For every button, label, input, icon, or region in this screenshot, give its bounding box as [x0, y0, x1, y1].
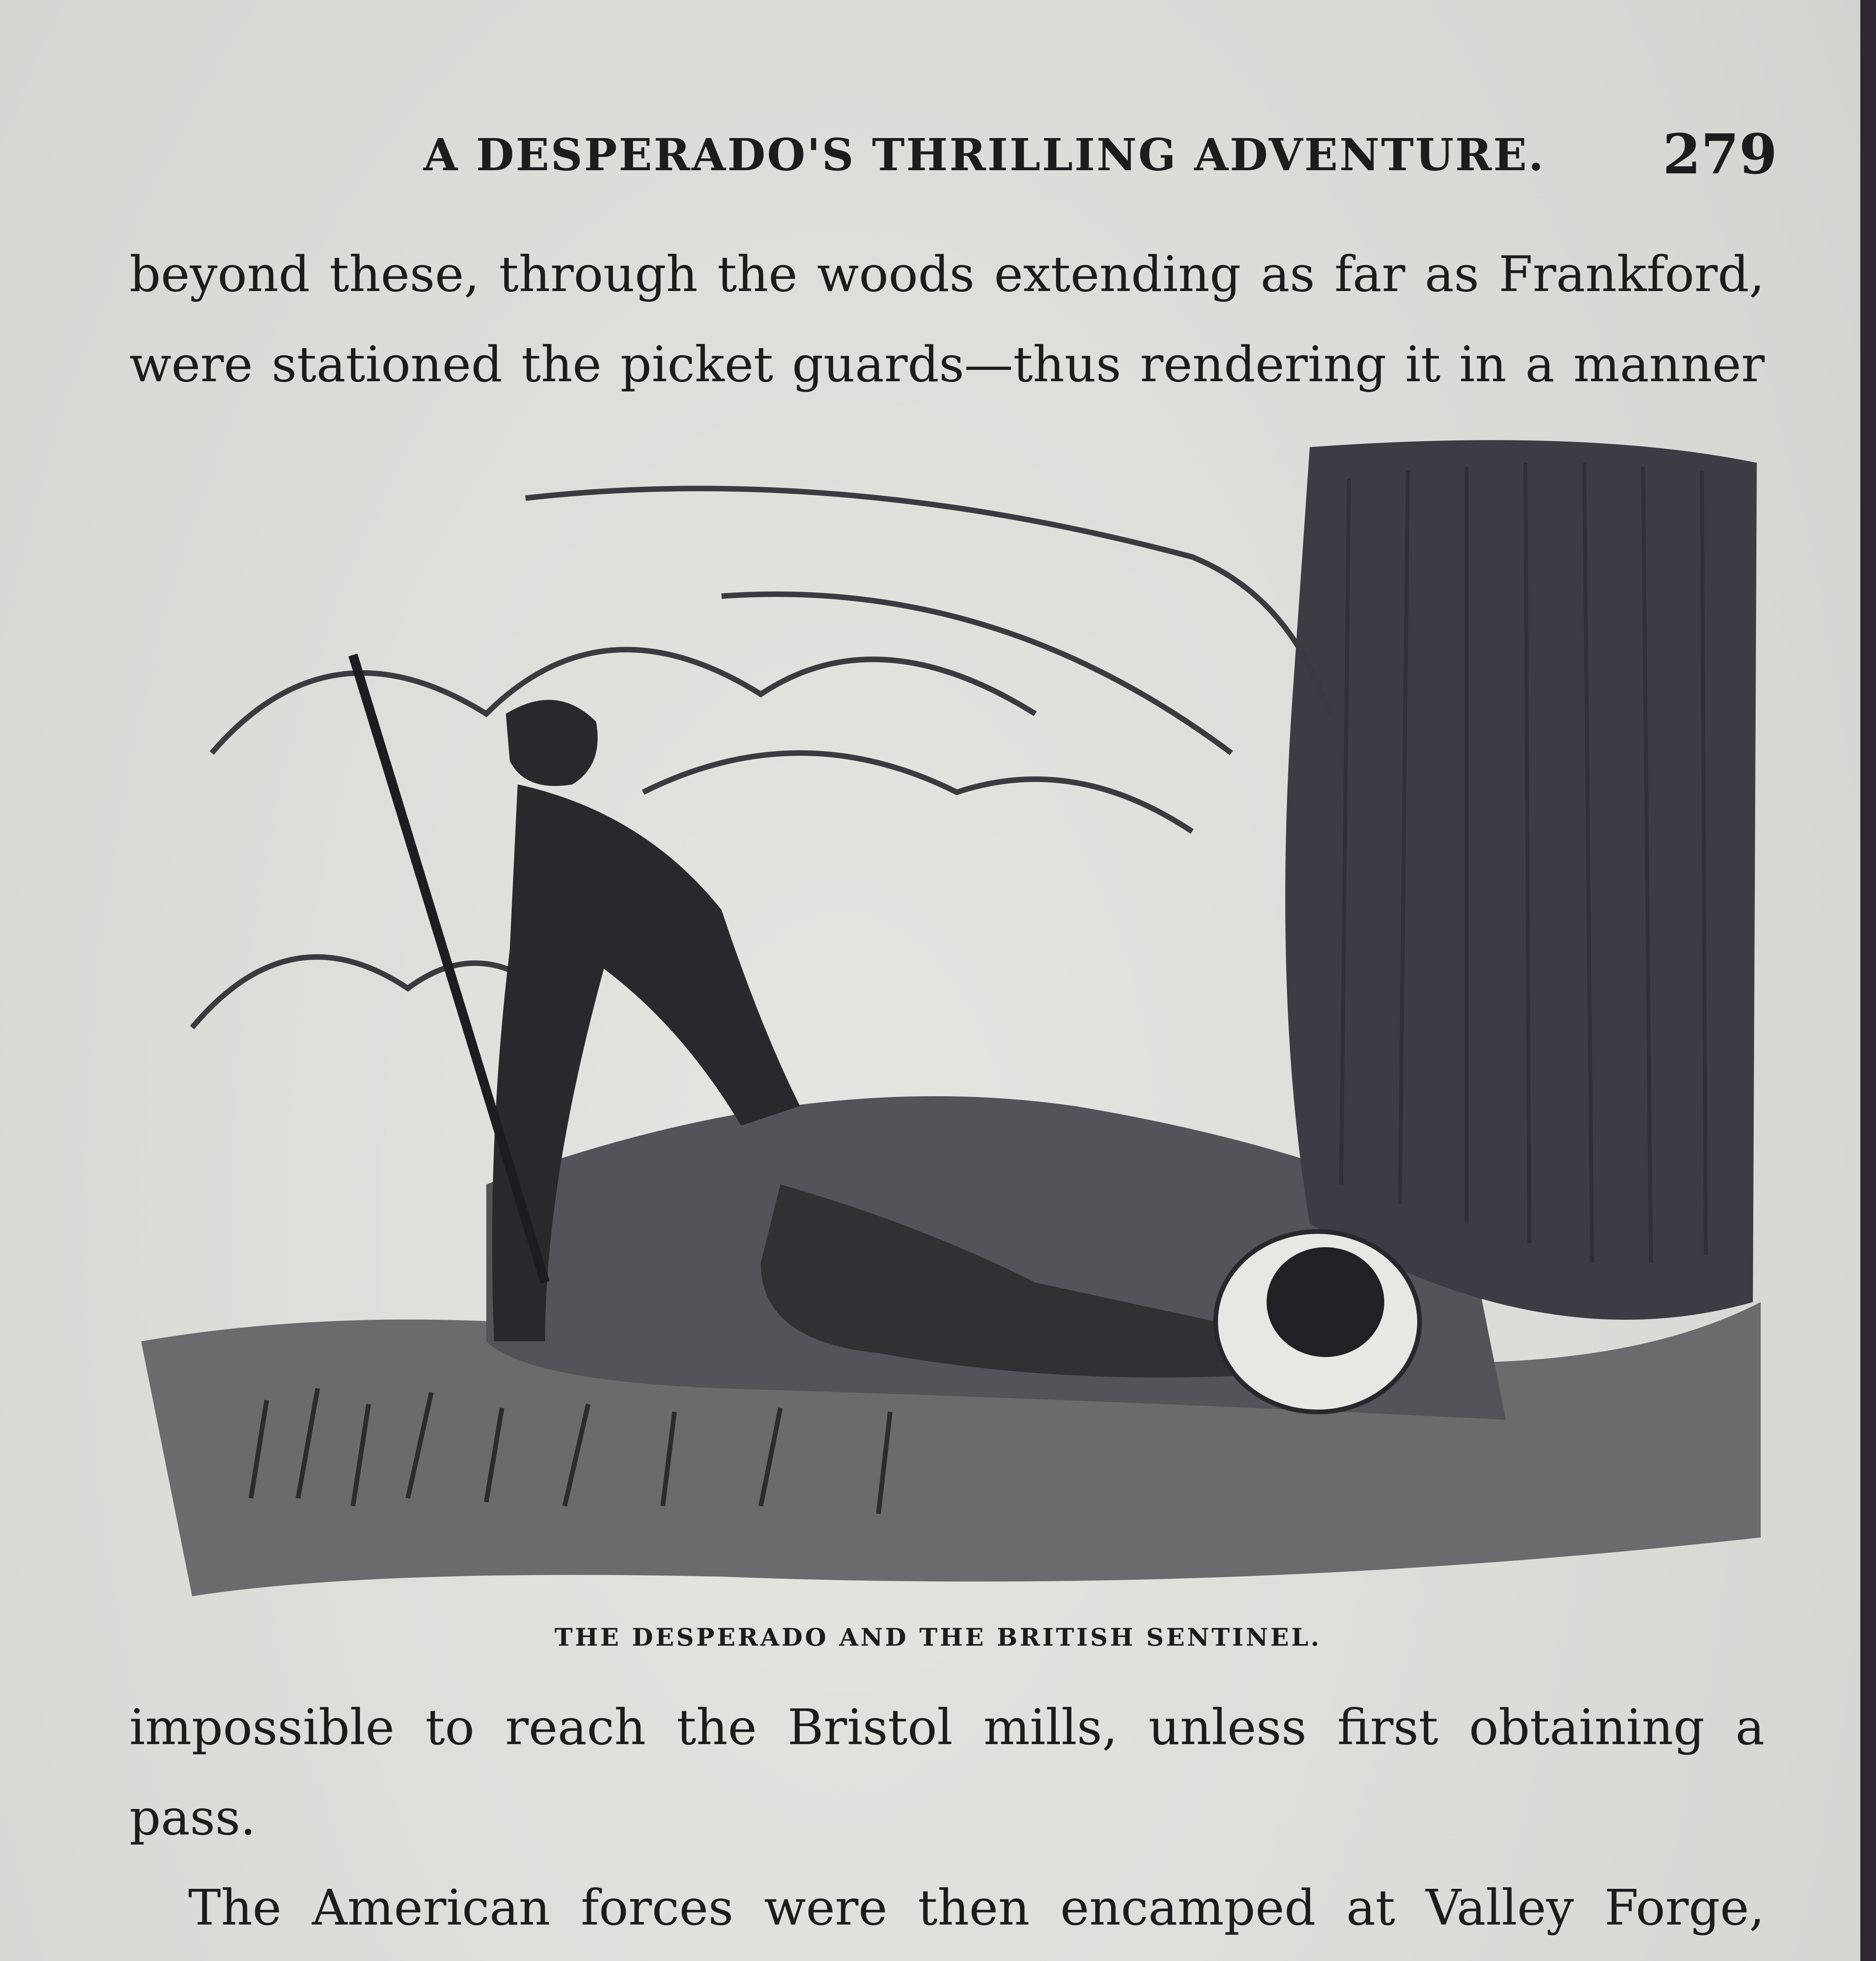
page-edge-shadow: [1860, 0, 1876, 1961]
paragraph-continued: beyond these, through the woods extending as far as Frankford, were stationed the picket guards—thus rendering it in a manner: [129, 246, 1765, 393]
woodcut-illustration: [133, 439, 1765, 1600]
illustration-caption: THE DESPERADO AND THE BRITISH SENTINEL.: [554, 1623, 1322, 1652]
running-head: A DESPERADO'S THRILLING ADVENTURE.: [424, 129, 1545, 181]
text-before-illustration: [129, 229, 1765, 410]
page-number: 279: [1663, 122, 1778, 187]
text-after-illustration: [129, 1683, 1765, 1961]
paragraph-continued-end: impossible to reach the Bristol mills, unless first obtaining a pass.: [129, 1699, 1765, 1846]
paragraph: The American forces were then encamped at Valley Forge,: [188, 1879, 1765, 1936]
